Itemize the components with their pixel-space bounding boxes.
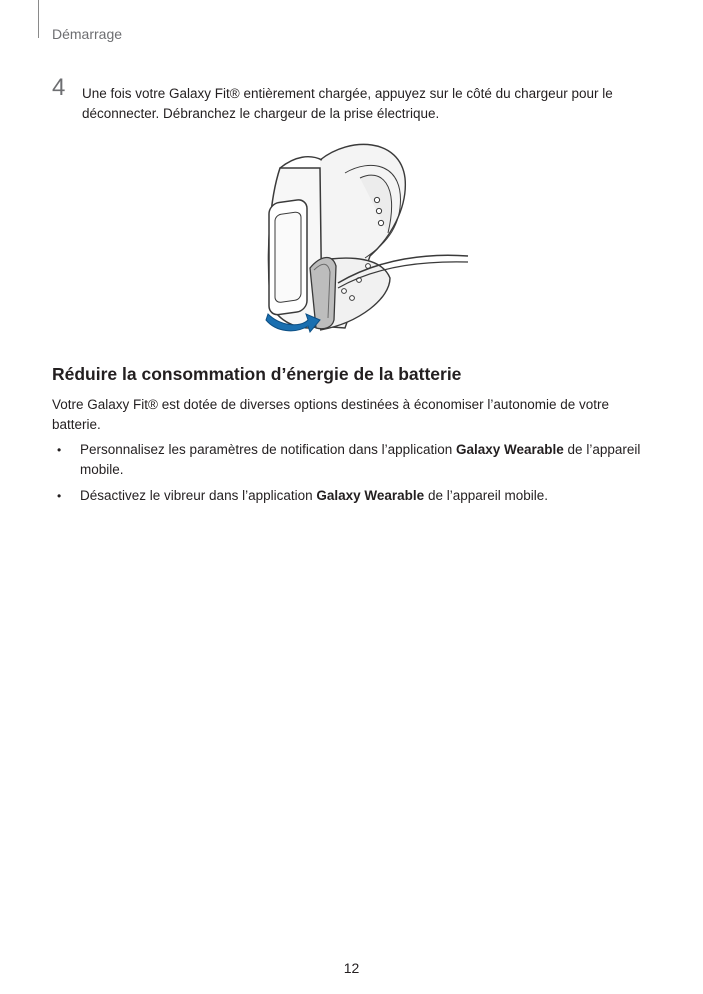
bullet-text: Désactivez le vibreur dans l’application: [80, 488, 317, 503]
app-name: Galaxy Wearable: [316, 488, 425, 503]
battery-heading: Réduire la consommation d’énergie de la batterie: [52, 364, 462, 384]
battery-tips-list: [52, 440, 642, 512]
galaxy-fit-charger-icon: [240, 138, 470, 340]
list-item: [52, 440, 642, 480]
charger-illustration: [240, 138, 470, 340]
margin-rule: [38, 0, 39, 38]
bullet-text: Personnalisez les paramètres de notification dans l’application: [80, 442, 456, 457]
bullet-text: de l’appareil mobile.: [80, 442, 641, 477]
list-item: [52, 486, 642, 506]
bullet-icon: •: [57, 489, 62, 503]
bullet-text: de l’appareil mobile.: [424, 488, 549, 503]
section-title: Démarrage: [52, 26, 123, 42]
step-text: Une fois votre Galaxy Fit® entièrement chargée, appuyez sur le côté du chargeur pour le déconnecter. Débranchez le chargeur de la prise électrique.: [82, 86, 613, 121]
step-number: 4: [52, 74, 66, 101]
battery-intro: Votre Galaxy Fit® est dotée de diverses options destinées à économiser l’autonomie de votre batterie.: [52, 397, 610, 432]
app-name: Galaxy Wearable: [455, 442, 564, 457]
page-number: 12: [343, 960, 360, 976]
bullet-icon: •: [57, 443, 62, 457]
